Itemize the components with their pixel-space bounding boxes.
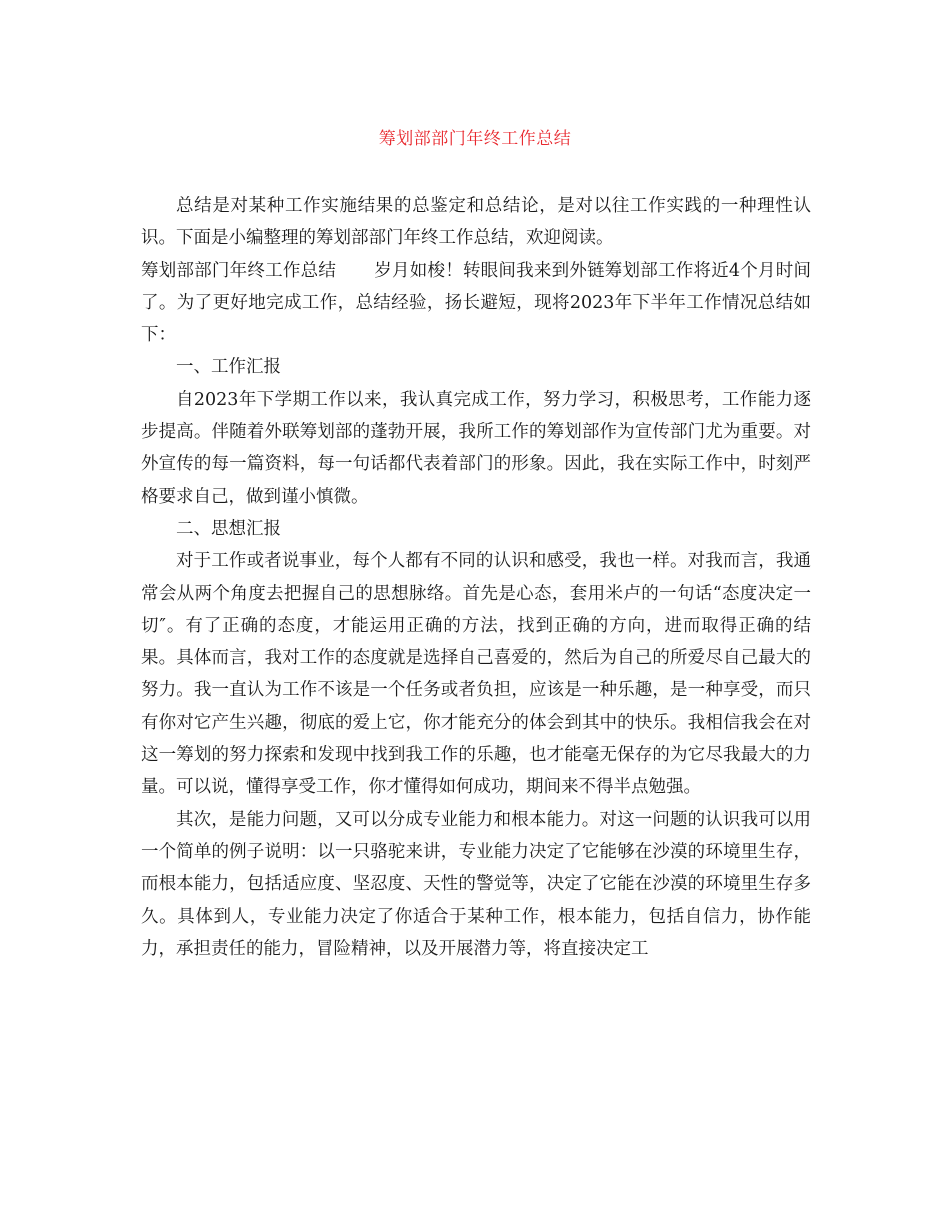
section-work-report-body: 自2023年下学期工作以来，我认真完成工作，努力学习，积极思考，工作能力逐步提高。伴随着外联筹划部的蓬勃开展，我所工作的筹划部作为宣传部门尤为重要。对外宣传的每一篇资料，每一句话都代表着部门的形象。因此，我在实际工作中，时刻严格要求自己，做到谨小慎微。 — [141, 389, 811, 507]
section-heading-thought-report: 二、思想汇报 — [176, 518, 281, 539]
document-title: 筹划部部门年终工作总结 — [378, 129, 572, 149]
section-heading-work-report: 一、工作汇报 — [176, 357, 281, 378]
opening-text: 岁月如梭！转眼间我来到外链筹划部工作将近4个月时间了。为了更好地完成工作，总结经验，扬长避短，现将2023年下半年工作情况总结如下： — [141, 260, 811, 346]
document-body — [141, 190, 811, 965]
section-ability-body: 其次，是能力问题，又可以分成专业能力和根本能力。对这一问题的认识我可以用一个简单的例子说明：以一只骆驼来讲，专业能力决定了它能够在沙漠的环境里生存，而根本能力，包括适应度、坚忍度、天性的警觉等，决定了它能在沙漠的环境里生存多久。具体到人，专业能力决定了你适合于某种工作，根本能力，包括自信力，协作能力，承担责任的能力，冒险精神，以及开展潜力等，将直接决定工 — [141, 809, 811, 959]
section-thought-report-body: 对于工作或者说事业，每个人都有不同的认识和感受，我也一样。对我而言，我通常会从两个角度去把握自己的思想脉络。首先是心态，套用米卢的一句话“态度决定一切″。有了正确的态度，才能运用正确的方法，找到正确的方向，进而取得正确的结果。具体而言，我对工作的态度就是选择自己喜爱的，然后为自己的所爱尽自己最大的努力。我一直认为工作不该是一个任务或者负担，应该是一种乐趣，是一种享受，而只有你对它产生兴趣，彻底的爱上它，你才能充分的体会到其中的快乐。我相信我会在对这一筹划的努力探索和发现中找到我工作的乐趣，也才能毫无保存的为它尽我最大的力量。可以说，懂得享受工作，你才懂得如何成功，期间来不得半点勉强。 — [141, 551, 811, 798]
intro-paragraph: 总结是对某种工作实施结果的总鉴定和总结论，是对以往工作实践的一种理性认识。下面是小编整理的筹划部部门年终工作总结，欢迎阅读。 — [141, 196, 811, 249]
opening-paragraph — [141, 255, 811, 352]
inline-subtitle: 筹划部部门年终工作总结 — [141, 260, 337, 281]
